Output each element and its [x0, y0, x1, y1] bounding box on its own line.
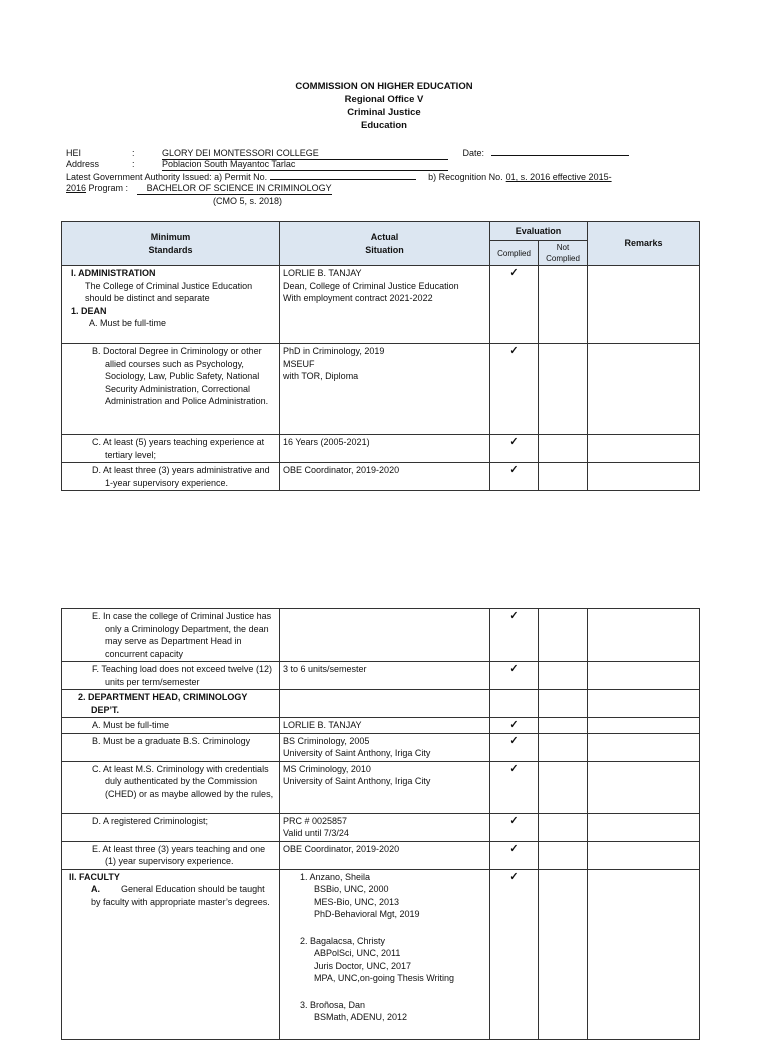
remarks-cell: [588, 733, 700, 761]
standard-cell: [62, 841, 280, 869]
address-value: Poblacion South Mayantoc Tarlac: [162, 158, 448, 171]
complied-check: ✓: [490, 344, 539, 435]
actual-cell: [280, 690, 490, 718]
sub-item-marker: A.: [91, 884, 100, 894]
standard-item: F. Teaching load does not exceed twelve (12) units per term/semester: [92, 664, 272, 687]
complied-check: ✓: [490, 718, 539, 734]
actual-text: University of Saint Anthony, Iriga City: [283, 748, 431, 758]
complied-check: ✓: [490, 463, 539, 491]
actual-cell: [280, 344, 490, 435]
actual-cell: [280, 813, 490, 841]
header-evaluation: Evaluation: [490, 222, 588, 241]
faculty-credential: PhD-Behavioral Mgt, 2019: [314, 909, 420, 919]
table-row: [62, 869, 700, 1039]
cmo-text: (CMO 5, s. 2018): [213, 196, 283, 206]
complied-check: ✓: [490, 435, 539, 463]
complied-check: ✓: [490, 869, 539, 1039]
program-value: BACHELOR OF SCIENCE IN CRIMINOLOGY: [137, 182, 332, 195]
standard-cell: [62, 435, 280, 463]
complied-check: ✓: [490, 813, 539, 841]
standard-cell: [62, 718, 280, 734]
complied-check: ✓: [490, 733, 539, 761]
faculty-name: 1. Anzano, Sheila: [300, 871, 371, 882]
not-complied-cell: [539, 761, 588, 813]
complied-check: ✓: [490, 761, 539, 813]
actual-cell: [280, 733, 490, 761]
permit-blank: [270, 170, 416, 180]
actual-text: BS Criminology, 2005: [283, 735, 370, 746]
table-row: [62, 761, 700, 813]
year-value: 2016: [66, 183, 87, 193]
not-complied-cell: [539, 609, 588, 662]
standard-item: E. In case the college of Criminal Justice has only a Criminology Department, the dean may serve as Department Head in concurrent capacity: [92, 611, 272, 659]
standard-cell: [62, 761, 280, 813]
standard-cell: [62, 609, 280, 662]
actual-cell: OBE Coordinator, 2019-2020: [280, 841, 490, 869]
not-complied-cell: [539, 841, 588, 869]
actual-text: with TOR, Diploma: [283, 371, 359, 381]
standard-cell: [62, 266, 280, 344]
remarks-cell: [588, 841, 700, 869]
standard-item: A. Must be full-time: [89, 318, 167, 328]
date-label: Date:: [462, 148, 485, 158]
actual-text: LORLIE B. TANJAY: [283, 268, 362, 278]
standard-item: C. At least (5) years teaching experience at tertiary level;: [92, 437, 265, 460]
remarks-cell: [588, 718, 700, 734]
header-line-4: Education: [361, 120, 407, 131]
actual-text: Dean, College of Criminal Justice Education: [283, 280, 459, 291]
faculty-desc: [65, 883, 276, 908]
faculty-credential: Juris Doctor, UNC, 2017: [314, 960, 412, 971]
remarks-cell: [588, 435, 700, 463]
actual-cell: [280, 761, 490, 813]
remarks-cell: [588, 609, 700, 662]
date-blank: [491, 146, 629, 156]
faculty-entry: [300, 935, 486, 985]
not-complied-cell: [539, 690, 588, 718]
faculty-entry: [300, 871, 486, 921]
not-complied-cell: [539, 463, 588, 491]
address-colon: :: [132, 159, 135, 169]
recognition-prefix: b) Recognition No.: [428, 172, 503, 182]
hei-value: GLORY DEI MONTESSORI COLLEGE: [162, 147, 448, 160]
table-row: [62, 718, 700, 734]
not-complied-cell: [539, 266, 588, 344]
hei-label: HEI: [66, 148, 82, 158]
table-row: [62, 733, 700, 761]
actual-text: MS Criminology, 2010: [283, 763, 371, 774]
remarks-cell: [588, 869, 700, 1039]
complied-check: ✓: [490, 841, 539, 869]
recognition-value: 01, s. 2016 effective 2015-: [505, 172, 612, 182]
standard-cell: [62, 813, 280, 841]
faculty-credential: BSBio, UNC, 2000: [314, 884, 389, 894]
standard-item: E. At least three (3) years teaching and one (1) year supervisory experience.: [92, 843, 266, 866]
table-row: [62, 690, 700, 718]
standard-item: A. Must be full-time: [92, 720, 170, 730]
header-line-1: COMMISSION ON HIGHER EDUCATION: [295, 81, 473, 92]
actual-text: MSEUF: [283, 358, 315, 369]
complied-check: ✓: [490, 609, 539, 662]
section-title: II. FACULTY: [69, 871, 120, 882]
section-title: I. ADMINISTRATION: [71, 268, 156, 278]
faculty-requirement: General Education should be taught by faculty with appropriate master’s degrees.: [91, 884, 270, 907]
remarks-cell: [588, 463, 700, 491]
faculty-credential: MES-Bio, UNC, 2013: [314, 896, 400, 907]
header-actual: Actual Situation: [280, 222, 490, 266]
remarks-cell: [588, 813, 700, 841]
section-desc: The College of Criminal Justice Education should be distinct and separate: [85, 280, 253, 303]
faculty-credential: ABPolSci, UNC, 2011: [314, 948, 401, 958]
table-row: [62, 841, 700, 869]
table-row: [62, 344, 700, 435]
complied-check: ✓: [490, 266, 539, 344]
actual-text: PRC # 0025857: [283, 815, 348, 826]
table-row: [62, 609, 700, 662]
faculty-credential: MPA, UNC,on-going Thesis Writing: [314, 973, 455, 983]
standard-cell: [62, 733, 280, 761]
table-row: [62, 662, 700, 690]
program-label: Program :: [88, 183, 129, 193]
actual-cell: LORLIE B. TANJAY: [280, 718, 490, 734]
standard-cell: [62, 869, 280, 1039]
faculty-credential: BSMath, ADENU, 2012: [314, 1012, 408, 1022]
remarks-cell: [588, 662, 700, 690]
table-row: [62, 813, 700, 841]
faculty-entry: [300, 999, 486, 1024]
standard-item: D. A registered Criminologist;: [92, 815, 209, 826]
actual-cell: 16 Years (2005-2021): [280, 435, 490, 463]
cmo-row: [213, 195, 282, 207]
header-not-complied: Not Complied: [539, 241, 588, 266]
standard-cell: [62, 463, 280, 491]
actual-cell: [280, 609, 490, 662]
address-label: Address: [66, 159, 100, 169]
remarks-cell: [588, 344, 700, 435]
standard-cell: [62, 344, 280, 435]
authority-label: Latest Government Authority Issued: a) Permit No.: [66, 172, 268, 182]
hei-colon: :: [132, 148, 135, 158]
actual-text: PhD in Criminology, 2019: [283, 346, 385, 356]
faculty-name: 3. Broñosa, Dan: [300, 999, 366, 1010]
remarks-cell: [588, 690, 700, 718]
complied-cell: [490, 690, 539, 718]
actual-text: University of Saint Anthony, Iriga City: [283, 776, 431, 786]
actual-text: Valid until 7/3/24: [283, 828, 349, 838]
actual-cell: [280, 266, 490, 344]
header-line-3: Criminal Justice: [347, 107, 421, 118]
not-complied-cell: [539, 733, 588, 761]
header-line-2: Regional Office V: [344, 94, 424, 105]
document-header: [0, 80, 768, 132]
standard-cell: [62, 662, 280, 690]
faculty-name: 2. Bagalacsa, Christy: [300, 935, 386, 946]
table-row: [62, 435, 700, 463]
table-row: [62, 266, 700, 344]
evaluation-table-1: [61, 221, 700, 491]
standard-cell: [62, 690, 280, 718]
remarks-cell: [588, 761, 700, 813]
not-complied-cell: [539, 344, 588, 435]
header-min-standards: Minimum Standards: [62, 222, 280, 266]
complied-check: ✓: [490, 662, 539, 690]
standard-item: D. At least three (3) years administrative and 1-year supervisory experience.: [92, 465, 270, 488]
faculty-list-cell: [280, 869, 490, 1039]
subsection-title: 2. DEPARTMENT HEAD, CRIMINOLOGY DEP’T.: [78, 692, 248, 715]
subsection-title: 1. DEAN: [71, 305, 107, 316]
standard-item: B. Must be a graduate B.S. Criminology: [92, 735, 251, 746]
header-complied: Complied: [490, 241, 539, 266]
table-row: [62, 463, 700, 491]
evaluation-table-2: [61, 608, 700, 1040]
standard-item: B. Doctoral Degree in Criminology or other allied courses such as Psychology, Sociology, Law, Public Safety, National Security Administration, Correctional Administration and Police Administration.: [92, 346, 269, 406]
not-complied-cell: [539, 662, 588, 690]
not-complied-cell: [539, 435, 588, 463]
standard-item: C. At least M.S. Criminology with credentials duly authenticated by the Commission (CHED) or as maybe allowed by the rules,: [92, 763, 274, 799]
not-complied-cell: [539, 813, 588, 841]
program-row: [66, 182, 332, 195]
actual-text: With employment contract 2021-2022: [283, 293, 433, 303]
actual-cell: 3 to 6 units/semester: [280, 662, 490, 690]
remarks-cell: [588, 266, 700, 344]
not-complied-cell: [539, 869, 588, 1039]
not-complied-cell: [539, 718, 588, 734]
actual-cell: OBE Coordinator, 2019-2020: [280, 463, 490, 491]
header-remarks: Remarks: [588, 222, 700, 266]
